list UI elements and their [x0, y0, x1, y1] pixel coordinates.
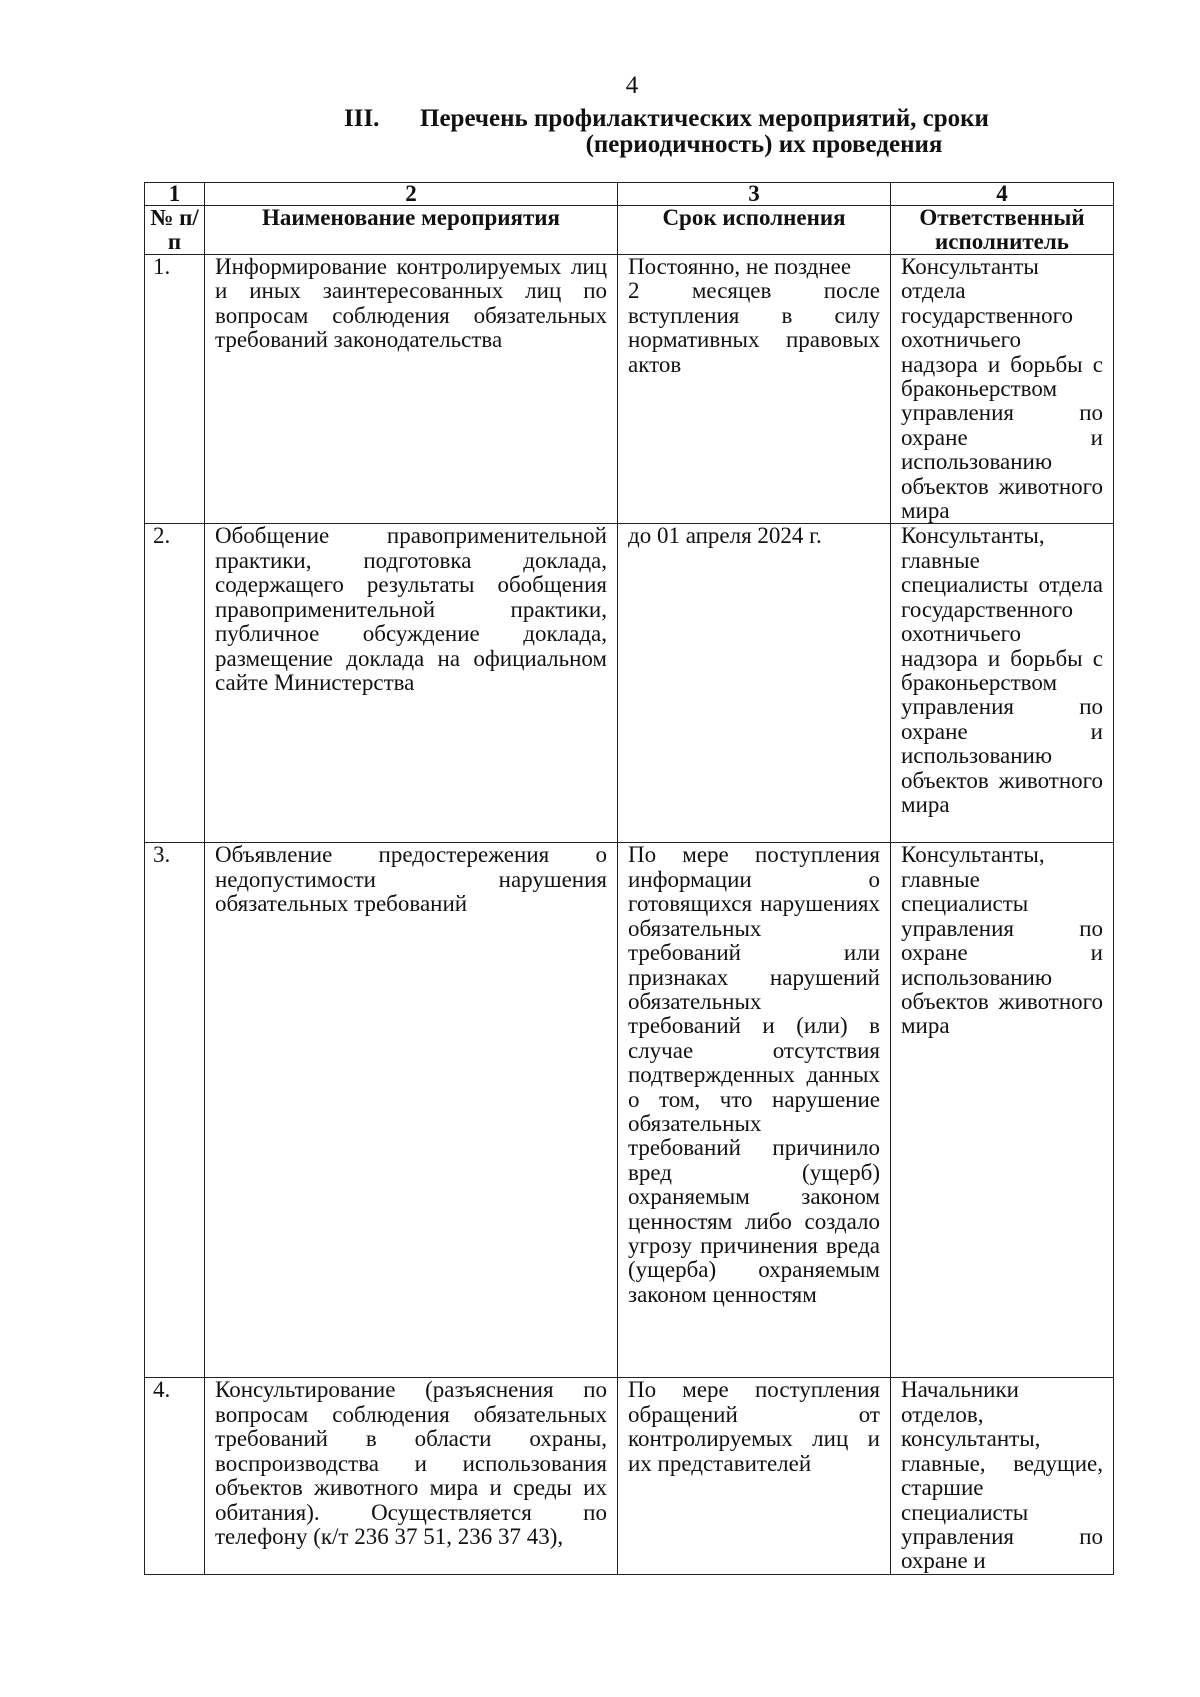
column-number: 3	[618, 183, 891, 206]
section-heading	[344, 106, 1094, 158]
measure-deadline: до 01 апреля 2024 г.	[618, 524, 891, 843]
measure-name: Консультирование (разъяснения по вопросам соблюдения обязательных требований в области охраны, воспроизводства и использования объектов животного мира и среды их обитания). Осуществляется по телефону (к/т 236 37 51, 236 37 43),	[205, 1378, 618, 1574]
table-row	[145, 1378, 1114, 1574]
page-number: 4	[625, 72, 639, 99]
table-row	[145, 843, 1114, 1378]
row-number: 2.	[145, 524, 205, 843]
measure-responsible: Консультанты отдела государственного охотничьего надзора и борьбы с браконьерством управления по охране и использованию объектов животного мира	[891, 255, 1114, 524]
table-row	[145, 524, 1114, 843]
table-row	[145, 255, 1114, 524]
measure-deadline: По мере поступления обращений от контролируемых лиц и их представителей	[618, 1378, 891, 1574]
section-title-line-2: (периодичность) их проведения	[585, 131, 943, 158]
section-title-line-1: Перечень профилактических мероприятий, сроки	[420, 105, 989, 132]
measure-responsible: Начальники отделов, консультанты, главные, ведущие, старшие специалисты управления по охране и	[891, 1378, 1114, 1574]
header-responsible: Ответственный исполнитель	[891, 206, 1114, 255]
header-number: № п/п	[145, 206, 205, 255]
measure-responsible: Консультанты, главные специалисты отдела государственного охотничьего надзора и борьбы с браконьерством управления по охране и использованию объектов животного мира	[891, 524, 1114, 843]
measure-responsible: Консультанты, главные специалисты управления по охране и использованию объектов животного мира	[891, 843, 1114, 1378]
column-number: 1	[145, 183, 205, 206]
header-name: Наименование мероприятия	[205, 206, 618, 255]
measure-name: Объявление предостережения о недопустимости нарушения обязательных требований	[205, 843, 618, 1378]
column-number-row	[145, 183, 1114, 206]
measure-name: Обобщение правоприменительной практики, подготовка доклада, содержащего результаты обобщения правоприменительной практики, публичное обсуждение доклада, размещение доклада на официальном сайте Министерства	[205, 524, 618, 843]
measure-name: Информирование контролируемых лиц и иных заинтересованных лиц по вопросам соблюдения обязательных требований законодательства	[205, 255, 618, 524]
table-header-row	[145, 206, 1114, 255]
column-number: 4	[891, 183, 1114, 206]
measures-table	[144, 182, 1114, 1575]
section-roman-numeral: III.	[344, 105, 380, 132]
header-deadline: Срок исполнения	[618, 206, 891, 255]
row-number: 4.	[145, 1378, 205, 1574]
row-number: 3.	[145, 843, 205, 1378]
row-number: 1.	[145, 255, 205, 524]
column-number: 2	[205, 183, 618, 206]
measure-deadline: Постоянно, не позднее 2 месяцев после вступления в силу нормативных правовых актов	[618, 255, 891, 524]
measure-deadline: По мере поступления информации о готовящихся нарушениях обязательных требований или признаках нарушений обязательных требований и (или) в случае отсутствия подтвержденных данных о том, что нарушение обязательных требований причинило вред (ущерб) охраняемым законом ценностям либо создало угрозу причинения вреда (ущерба) охраняемым законом ценностям	[618, 843, 891, 1378]
